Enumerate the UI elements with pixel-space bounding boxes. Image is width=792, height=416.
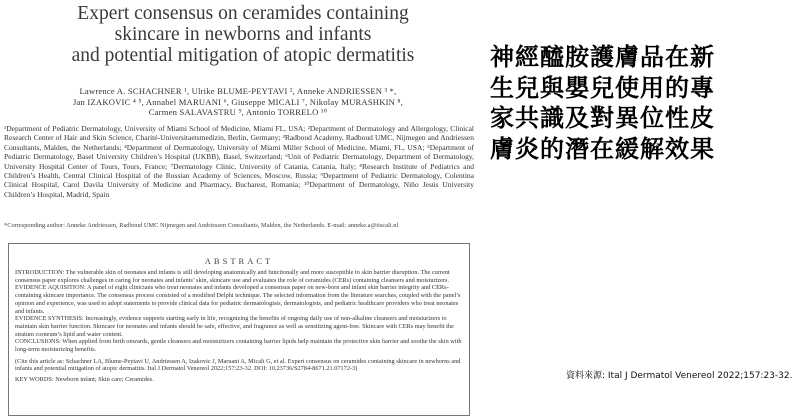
author-line: Jan IZAKOVIC ⁴ ⁵, Annabel MARUANI ⁶, Giuseppe MICALI ⁷, Nikolay MURASHKIN ⁸, <box>73 96 403 107</box>
paper-title <box>28 3 458 66</box>
author-line: Carmen SALAVASTRU ⁹, Antonio TORRELO ¹⁰ <box>148 107 328 118</box>
chinese-title-line: 生兒與嬰兒使用的專 <box>490 73 715 102</box>
chinese-title <box>490 42 740 164</box>
corresponding-author: *Corresponding author: Anneke Andriessen, Radboud UMC Nijmegen and Andriessen Consultants, Malden, the Netherlands. E-mail: anneke.a@tiscali.nl <box>4 222 399 229</box>
chinese-title-line: 家共識及對異位性皮 <box>490 104 715 132</box>
chinese-title-line: 膚炎的潛在緩解效果 <box>490 134 715 163</box>
abstract-introduction: INTRODUCTION: The vulnerable skin of neonates and infants is still developing anatomically and functionally and more susceptible to skin barrier disruption. The current consensus paper explores challenges in caring for neonates and infants’ skin, skincare use and evaluates the role of ceramides (CERs) containing cleansers and moisturizers. <box>15 269 450 284</box>
abstract-body <box>15 269 463 384</box>
paper-title-line: and potential mitigation of atopic dermatitis <box>71 45 415 66</box>
citation: (Cite this article as: Schachner LA, Blume-Peytavi U, Andriessen A, Izakovic J, Maruani A, Micali G, et al. Expert consensus on ceramides containing skincare in newborns and infants and potential mitigation of atopic dermatitis. Ital J Dermatol Venereol 2022;157:23-32. DOI: 10.23736/S2784-8671.21.07172-3) <box>15 357 461 373</box>
abstract-conclusions: CONCLUSIONS: When applied from birth onwards, gentle cleansers and moisturizers containing barrier lipids help maintain the protective skin barrier and soothe the skin with long-term moisturizing benefits. <box>15 338 462 354</box>
abstract-box <box>8 243 470 416</box>
source-citation: 資料來源: Ital J Dermatol Venereol 2022;157:23-32. <box>566 371 792 381</box>
affiliations: ¹Department of Pediatric Dermatology, University of Miami School of Medicine, Miami FL, USA; ²Department of Dermatology and Allergology, Clinical Research Center of Hair and Skin Science, Charité-Universitaetsmedizin, Berlin, Germany; ³Radboud Academy, Radboud UMC, Nijmegen and Andriessen Consultants, Malden, the Netherlands; ⁴Department of Dermatology, University of Miami Miller School of Medicine, Miami, FL, USA; ⁵Department of Pediatric Dermatology, Basel University Children’s Hospital (UKBB), Basel, Switzerland; ⁶Unit of Pediatric Dermatology, Department of Dermatology, University Hospital Center of Tours, Tours, France; ⁷Dermatology Clinic, University of Catania, Catania, Italy; ⁸Research Institute of Pediatrics and Children’s Health, Central Clinical Hospital of the Russian Academy of Sciences, Moscow, Russia; ⁹Department of Pediatric Dermatology, Colentina Clinical Hospital, Carol Davila University of Medicine and Pharmacy, Bucharest, Romania; ¹⁰Department of Dermatology, Niño Jesús University Children’s Hospital, Madrid, Spain <box>4 124 474 199</box>
keywords: KEY WORDS: Newborn infant; Skin care; Ceramides. <box>15 376 154 384</box>
abstract-heading: ABSTRACT <box>204 256 274 266</box>
paper-title-line: skincare in newborns and infants <box>114 24 372 45</box>
author-list <box>8 86 468 118</box>
abstract-evidence-acquisition: EVIDENCE AQUISITION: A panel of eight clinicians who treat neonates and infants developed a consensus paper on new-born and infant skin barrier integrity and CERs-containing skincare importance. The consensus process consisted of a modified Delphi technique. The selected information from the literature searches, coupled with the panel’s opinion and experience, was used to adopt statements to provide clinical data for pediatric dermatologists, dermatologists, and pediatric healthcare providers who treat neonates and infants. <box>15 284 461 315</box>
abstract-evidence-synthesis: EVIDENCE SYNTHESIS: Increasingly, evidence supports starting early in life, recognizing the benefits of ongoing daily use of non-alkaline cleansers and moisturizers to maintain skin barrier function. Skincare for neonates and infants should be safe, effective, and fragrance as well as sensitizing agent-free. Skincare with CERs may benefit the stratum corneum’s lipid and water content. <box>15 315 454 338</box>
chinese-title-line: 神經醯胺護膚品在新 <box>490 43 715 71</box>
paper-title-line: Expert consensus on ceramides containing <box>77 3 409 24</box>
author-line: Lawrence A. SCHACHNER ¹, Ulrike BLUME-PEYTAVI ², Anneke ANDRIESSEN ³ *, <box>79 86 397 96</box>
